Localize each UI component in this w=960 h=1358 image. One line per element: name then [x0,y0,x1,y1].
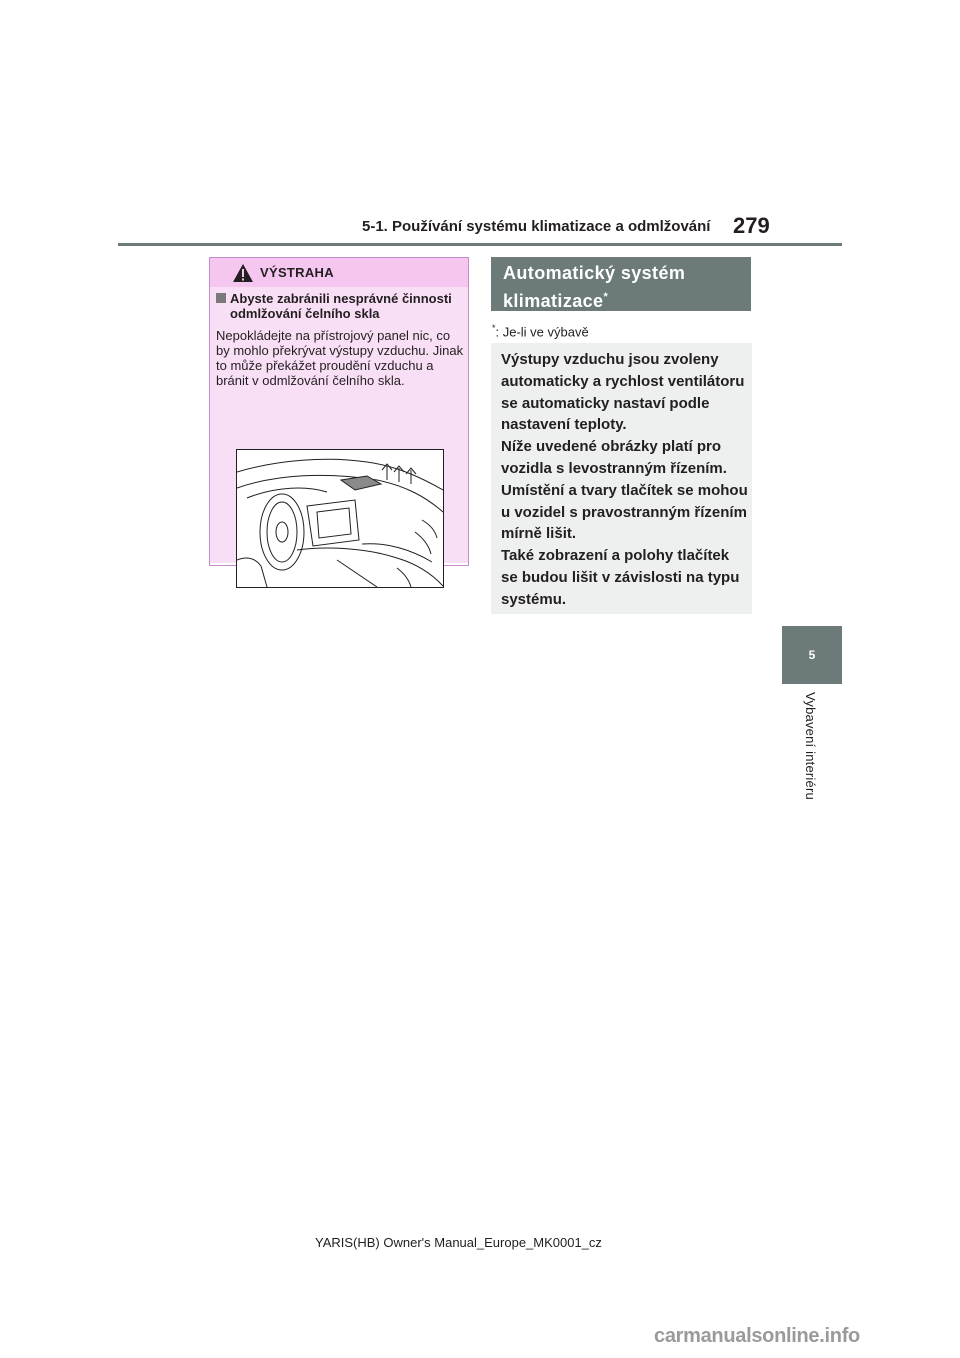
square-bullet-icon [216,293,226,303]
warning-subheading-text: Abyste zabránili nesprávné činnosti odmlžování čelního skla [230,291,452,321]
info-text [501,349,749,611]
dashboard-drawing [237,450,443,587]
section-title [503,261,749,313]
footnote-text: : Je-li ve výbavě [495,324,589,340]
warning-text: Nepokládejte na přístrojový panel nic, co by mohlo překrývat výstupy vzduchu. Jinak to může překážet proudění vzduchu a bránit v odmlžování čelního skla. [216,328,464,388]
info-paragraph: Výstupy vzduchu jsou zvoleny automaticky a rychlost ventilátoru se automaticky nastaví podle nastavení teploty. [501,351,745,434]
section-header [491,257,751,311]
running-header: 5-1. Používání systému klimatizace a odmlžování [362,218,711,235]
section-title-mark: * [603,291,609,303]
warning-body [210,287,468,563]
chapter-label: Vybavení interiéru [803,692,818,800]
warning-title: VÝSTRAHA [260,265,334,280]
section-title-text: Automatický systém klimatizace [503,263,686,311]
warning-subheading [216,291,462,321]
info-paragraph: Níže uvedené obrázky platí pro vozidla s levostranným řízením. Umístění a tvary tlačítek se mohou u vozidel s pravostranným řízením mírně lišit. [501,438,748,543]
dashboard-illustration [236,449,444,588]
page-footer: YARIS(HB) Owner's Manual_Europe_MK0001_cz [315,1235,602,1250]
warning-header [210,258,468,287]
info-box [491,343,752,614]
warning-triangle-icon [232,263,254,283]
footnote-mark: * [492,323,496,333]
header-rule [118,243,842,246]
watermark: carmanualsonline.info [654,1325,860,1347]
info-paragraph: Také zobrazení a polohy tlačítek se budou lišit v závislosti na typu systému. [501,547,740,608]
footnote [492,323,589,339]
chapter-tab [782,626,842,684]
page-number: 279 [733,213,770,238]
warning-box [209,257,469,566]
chapter-number: 5 [808,648,816,662]
